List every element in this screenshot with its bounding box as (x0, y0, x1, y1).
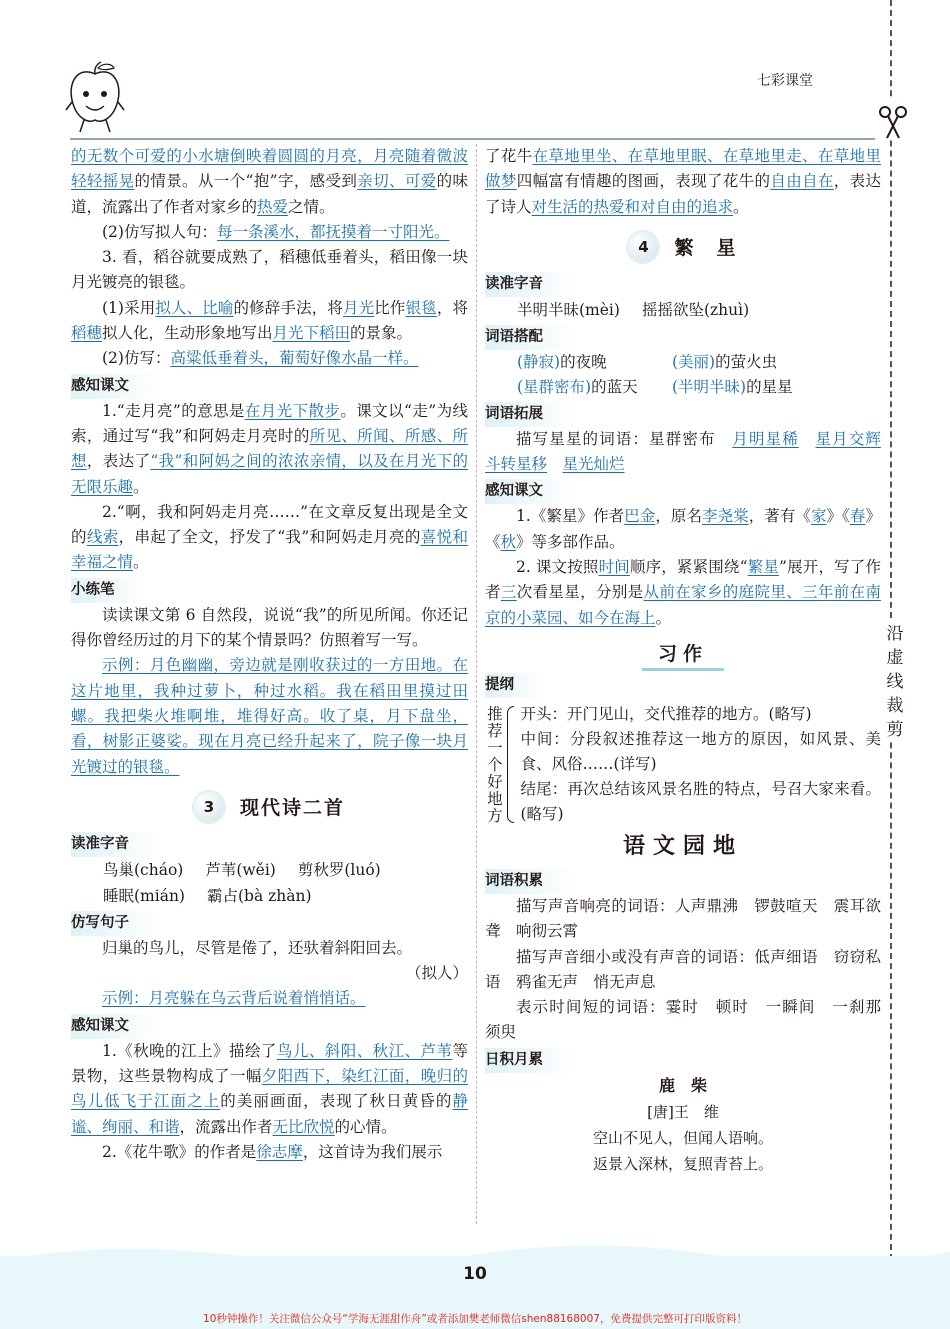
left-p11: 示例：月亮躲在乌云背后说着悄悄话。 (102, 989, 366, 1008)
outline-brace (507, 706, 515, 823)
vocab-1: 描写声音响亮的词语：人声鼎沸 锣鼓喧天 震耳欲聋 响彻云霄 (485, 896, 881, 941)
word-expansion: 描写星星的词语：星群密布 月明星稀 星月交辉 斗转星移 星光灿烂 (485, 429, 881, 474)
collocation-item: (静寂)的夜晚 (517, 352, 607, 371)
outline-item: 中间：分段叙述推荐这一地方的原因，如风景、美食、风俗……(详写) (520, 729, 881, 773)
collocation-grid (485, 350, 881, 400)
section-heading: 词语搭配 (485, 325, 881, 350)
section-heading: 感知课文 (71, 1014, 468, 1039)
pinyin-item: 霸占(bà zhàn) (206, 886, 312, 905)
pinyin-item: 摇摇欲坠(zhuì) (641, 300, 750, 319)
page-number: 10 (463, 1264, 487, 1284)
collocation-item: (星群密布)的蓝天 (517, 377, 638, 396)
scissors-icon (875, 100, 911, 140)
section-heading: 日积月累 (485, 1048, 881, 1073)
section-heading: 词语积累 (485, 869, 881, 894)
lesson-number-badge: 4 (628, 232, 658, 262)
collocation-item: (美丽)的萤火虫 (672, 352, 778, 371)
outline-item: 开头：开门见山，交代推荐的地方。(略写) (520, 704, 812, 723)
apple-mascot-icon (64, 60, 126, 136)
section-heading: 感知课文 (71, 374, 468, 399)
left-p7: 2.“啊，我和阿妈走月亮……”在文章反复出现是全文的线索，串起了全文，抒发了“我”和阿妈走月亮的喜悦和幸福之情。 (71, 502, 468, 572)
page-header (0, 0, 950, 140)
lesson-title: 现代诗二首 (239, 797, 345, 820)
section-heading: 读准字音 (71, 832, 468, 857)
right-p1: 了花牛在草地里坐、在草地里眠、在草地里走、在草地里做梦四幅富有情趣的图画，表现了花牛的自由自在，表达了诗人对生活的热爱和对自由的追求。 (485, 147, 881, 216)
left-p8: 读读课文第 6 自然段，说说“我”的所见所闻。你还记得你曾经历过的月下的某个情景吗？仿照着写一写。 (71, 605, 468, 650)
pinyin-item: 芦苇(wěi) (205, 860, 276, 879)
pinyin-item: 剪秋罗(luó) (297, 860, 381, 879)
vocab-2: 描写声音细小或没有声音的词语：低声细语 窃窃私语 鸦雀无声 悄无声息 (485, 947, 881, 991)
section-heading: 提纲 (485, 673, 881, 698)
cut-label: 沿虚线裁剪 (884, 622, 906, 742)
pinyin-item: 睡眠(mián) (103, 886, 185, 905)
lesson-3-title (71, 786, 468, 828)
header-rule (70, 138, 878, 140)
section-heading: 仿写句子 (71, 911, 468, 936)
left-p9: 示例：月色幽幽，旁边就是刚收获过的一方田地。在这片地里，我种过萝卜，种过水稻。我在稻田里摸过田螺。我把柴火堆啊堆，堆得好高。收了桌，月下盘坐，看，树影正婆娑。现在月亮已经升起来了，院子像一块月光镀过的银毯。 (71, 656, 468, 776)
brand-title: 七彩课堂 (757, 73, 813, 89)
left-p10: 归巢的鸟儿，尽管是倦了，还驮着斜阳回去。 (102, 938, 413, 957)
left-p4: (1)采用拟人、比喻的修辞手法，将月光比作银毯，将稻穗拟人化，生动形象地写出月光下稻田的景象。 (71, 298, 468, 343)
left-p1: 的无数个可爱的小水塘倒映着圆圆的月亮，月亮随着微波轻轻摇晃的情景。从一个“抱”字，感受到亲切、可爱的味道，流露出了作者对家乡的热爱之情。 (71, 147, 468, 216)
pinyin-list (71, 857, 468, 909)
left-p6: 1.“走月亮”的意思是在月光下散步。课文以“走”为线索，通过写“我”和阿妈走月亮时的所见、所闻、所感、所想，表达了“我”和阿妈之间的浓浓亲情，以及在月光下的无限乐趣。 (71, 401, 468, 496)
composition-title: 习作 (485, 637, 881, 671)
left-p13: 2.《花牛歌》的作者是徐志摩，这首诗为我们展示 (102, 1142, 443, 1161)
lesson-title: 繁 星 (674, 237, 738, 260)
section-heading: 感知课文 (485, 479, 881, 504)
pinyin-list (485, 297, 881, 323)
left-column (71, 144, 468, 1165)
left-p2: (2)仿写拟人句：每一条溪水，都抚摸着一寸阳光。 (102, 222, 450, 241)
pinyin-item: 半明半昧(mèi) (517, 300, 620, 319)
left-p10-tag: （拟人） (405, 964, 468, 983)
left-p12: 1.《秋晚的江上》描绘了鸟儿、斜阳、秋江、芦苇等景物，这些景物构成了一幅夕阳西下，染红江面，晚归的鸟儿低飞于江面之上的美丽画面，表现了秋日黄昏的静谧、绚丽、和谐，流露出作者无比欣悦的心情。 (71, 1041, 468, 1136)
chinese-garden-title: 语文园地 (622, 833, 743, 859)
pinyin-item: 鸟巢(cháo) (103, 860, 184, 879)
right-p2: 1.《繁星》作者巴金，原名李尧棠，著有《家》《春》《秋》等多部作品。 (485, 507, 881, 551)
collocation-item: (半明半昧)的星星 (672, 377, 793, 396)
poem (485, 1073, 881, 1177)
composition-outline (485, 702, 881, 827)
poem-line: 返景入深林，复照青苔上。 (592, 1154, 773, 1173)
lesson-4-title (485, 226, 881, 268)
footer-promo: 10秒钟操作！关注微信公众号“学海无涯甜作舟”或者添加樊老师微信shen88168007，免费提供完整可打印版资料！ (203, 1313, 747, 1325)
vocab-3: 表示时间短的词语：霎时 顿时 一瞬间 一刹那 须臾 (485, 998, 897, 1042)
right-p3: 2. 课文按照时间顺序，紧紧围绕“繁星”展开，写了作者三次看星星，分别是从前在家乡的庭院里、三年前在南京的小菜园、如今在海上。 (485, 558, 881, 627)
outline-item: 结尾：再次总结该风景名胜的特点，号召大家来看。(略写) (520, 779, 881, 823)
left-p3: 3. 看，稻谷就要成熟了，稻穗低垂着头，稻田像一块月光镀亮的银毯。 (71, 248, 468, 292)
lesson-number-badge: 3 (194, 792, 224, 822)
left-p5: (2)仿写：高粱低垂着头，葡萄好像水晶一样。 (102, 349, 419, 368)
section-heading: 词语拓展 (485, 402, 881, 427)
outline-content (520, 702, 881, 827)
outline-label: 推荐一个好地方 (487, 704, 503, 825)
section-heading: 读准字音 (485, 272, 881, 297)
section-heading: 小练笔 (71, 578, 468, 603)
poem-title: 鹿 柴 (658, 1075, 707, 1095)
column-divider (476, 144, 477, 1224)
poem-line: 空山不见人，但闻人语响。 (592, 1128, 773, 1147)
poem-author: [唐]王 维 (647, 1102, 719, 1121)
